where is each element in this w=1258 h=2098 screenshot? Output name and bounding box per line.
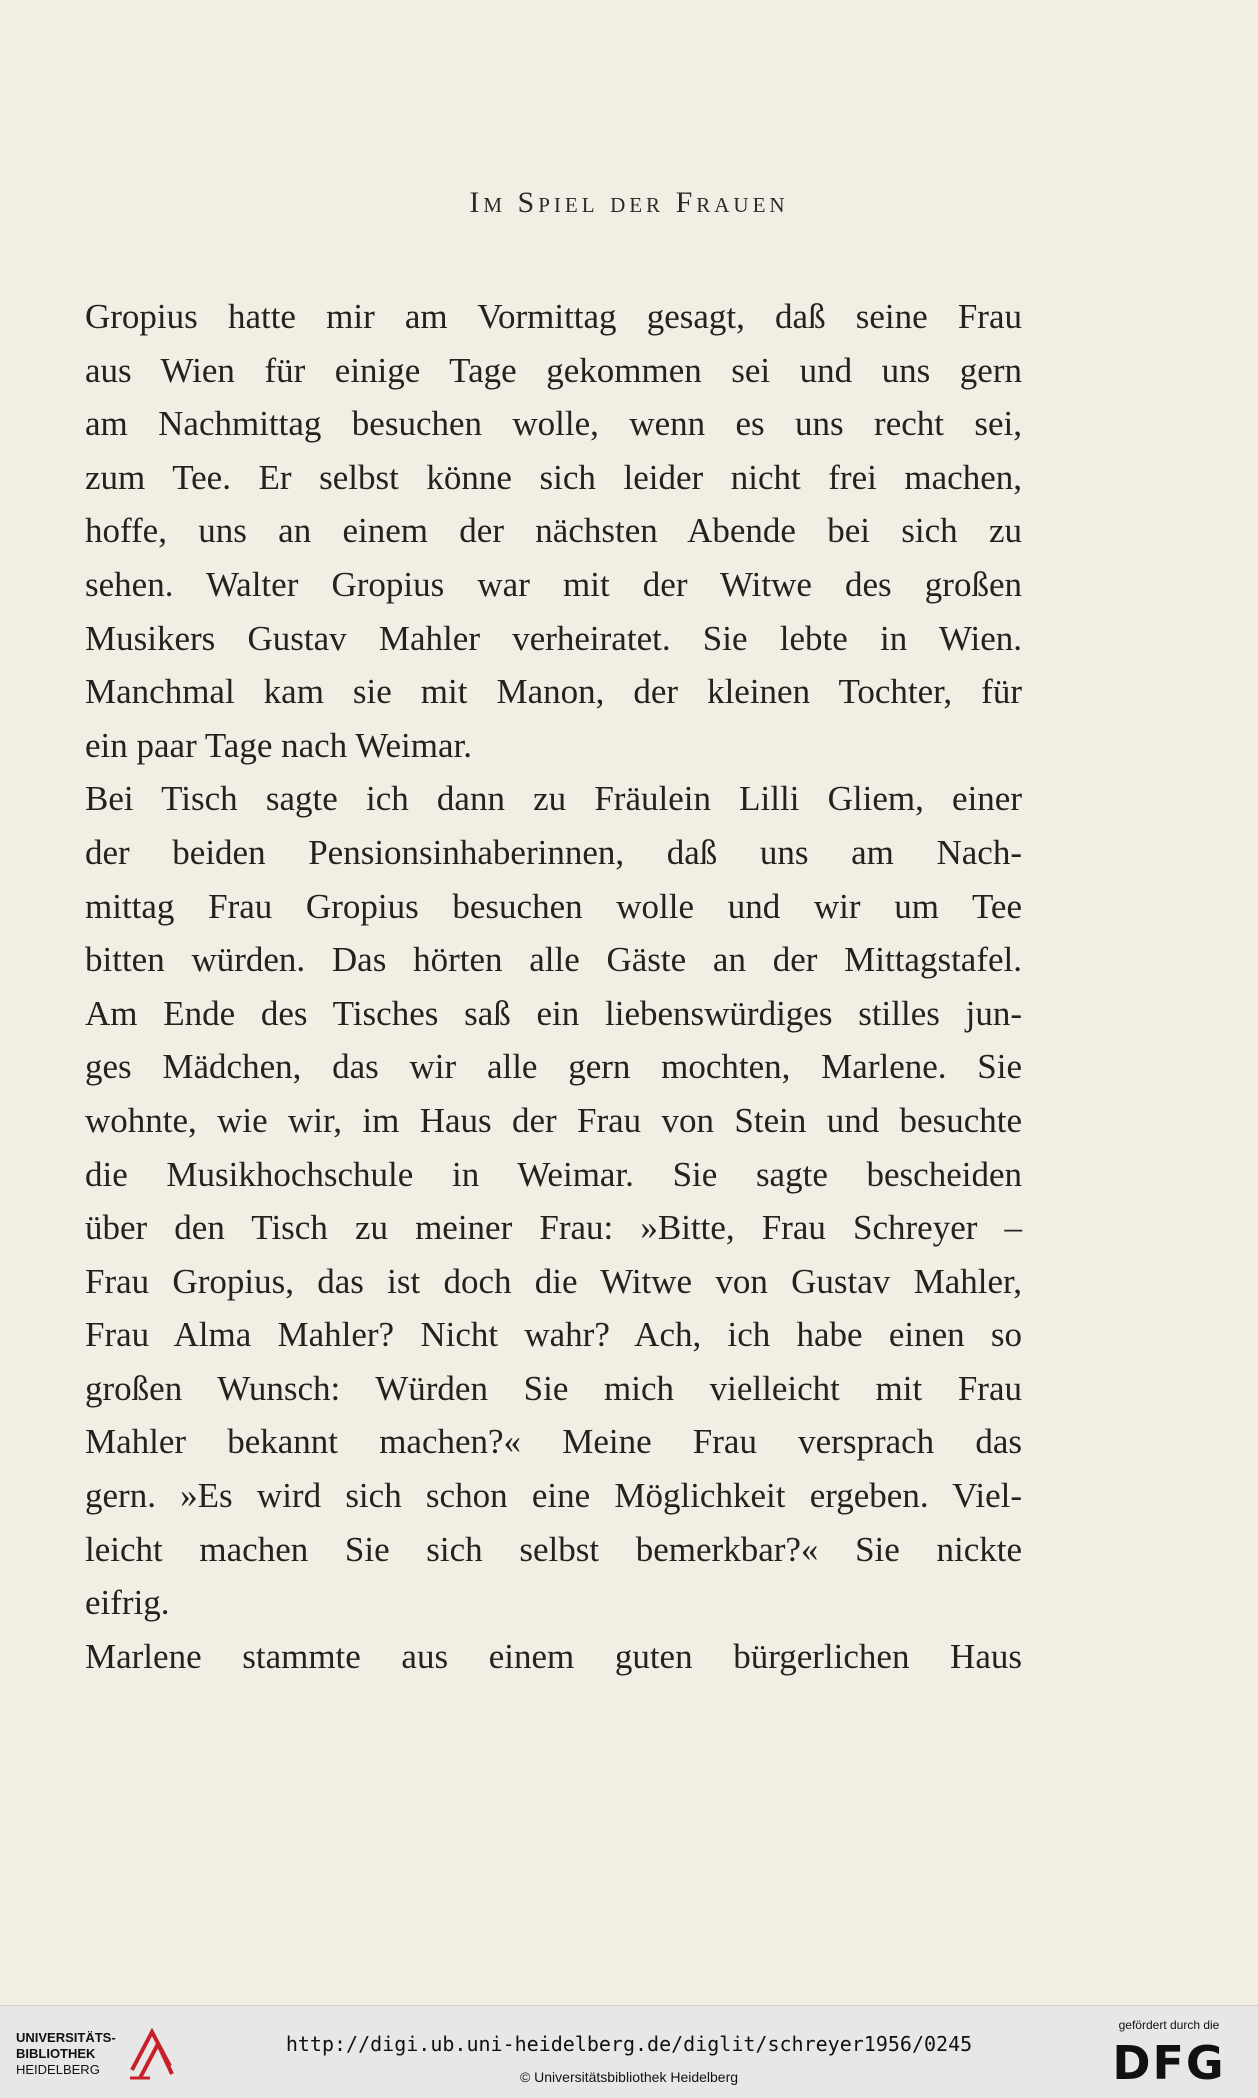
text-line: Mahler bekannt machen?« Meine Frau versprach das bbox=[85, 1422, 1022, 1462]
text-line: am Nachmittag besuchen wolle, wenn es uns recht sei, bbox=[85, 404, 1022, 444]
text-line: Gropius hatte mir am Vormittag gesagt, daß seine Frau bbox=[85, 297, 1022, 336]
text-line: über den Tisch zu meiner Frau: »Bitte, Frau Schreyer – bbox=[85, 1208, 1022, 1248]
logo-text-line: HEIDELBERG bbox=[16, 2062, 100, 2077]
text-line: leicht machen Sie sich selbst bemerkbar?« Sie nickte bbox=[85, 1529, 1022, 1569]
text-line: Bei Tisch sagte ich dann zu Fräulein Lilli Gliem, einer bbox=[85, 779, 1022, 819]
running-head: Im Spiel der Frauen bbox=[469, 186, 789, 219]
text-line: ein paar Tage nach Weimar. bbox=[85, 725, 473, 765]
funding-caption: gefördert durch die bbox=[1118, 2018, 1220, 2032]
text-line: sehen. Walter Gropius war mit der Witwe des großen bbox=[85, 564, 1022, 604]
text-line: Am Ende des Tisches saß ein liebenswürdiges stilles jun- bbox=[85, 993, 1022, 1033]
text-line: hoffe, uns an einem der nächsten Abende bei sich zu bbox=[85, 511, 1022, 551]
dfg-logo[interactable]: DFG bbox=[1112, 2036, 1226, 2090]
text-line: wohnte, wie wir, im Haus der Frau von Stein und besuchte bbox=[85, 1100, 1022, 1140]
text-line: aus Wien für einige Tage gekommen sei und uns gern bbox=[85, 350, 1022, 390]
text-line: die Musikhochschule in Weimar. Sie sagte bescheiden bbox=[85, 1154, 1022, 1194]
text-line: ges Mädchen, das wir alle gern mochten, Marlene. Sie bbox=[85, 1047, 1022, 1087]
text-line: Manchmal kam sie mit Manon, der kleinen Tochter, für bbox=[85, 672, 1022, 712]
logo-text-line: UNIVERSITÄTS- bbox=[16, 2030, 116, 2045]
copyright-notice: © Universitätsbibliothek Heidelberg bbox=[519, 2069, 739, 2085]
library-footer bbox=[0, 2005, 1258, 2098]
text-line: Frau Gropius, das ist doch die Witwe von Gustav Mahler, bbox=[85, 1261, 1022, 1301]
text-line: gern. »Es wird sich schon eine Möglichkeit ergeben. Viel- bbox=[85, 1476, 1022, 1516]
logo-text-line: BIBLIOTHEK bbox=[16, 2046, 96, 2061]
text-line: zum Tee. Er selbst könne sich leider nicht frei machen, bbox=[85, 457, 1022, 497]
body-text bbox=[85, 290, 1022, 1683]
text-line: Musikers Gustav Mahler verheiratet. Sie lebte in Wien. bbox=[85, 618, 1022, 658]
text-line: mittag Frau Gropius besuchen wolle und wir um Tee bbox=[85, 886, 1022, 926]
text-line: der beiden Pensionsinhaberinnen, daß uns am Nach- bbox=[85, 832, 1022, 872]
text-line: bitten würden. Das hörten alle Gäste an der Mittagstafel. bbox=[85, 940, 1022, 980]
text-line: großen Wunsch: Würden Sie mich vielleicht mit Frau bbox=[85, 1368, 1022, 1408]
permalink-url[interactable]: http://digi.ub.uni-heidelberg.de/diglit/schreyer1956/0245 bbox=[285, 2032, 973, 2056]
text-line: Marlene stammte aus einem guten bürgerlichen Haus bbox=[85, 1636, 1022, 1676]
text-line: eifrig. bbox=[85, 1583, 170, 1623]
text-line: Frau Alma Mahler? Nicht wahr? Ach, ich habe einen so bbox=[85, 1315, 1022, 1355]
